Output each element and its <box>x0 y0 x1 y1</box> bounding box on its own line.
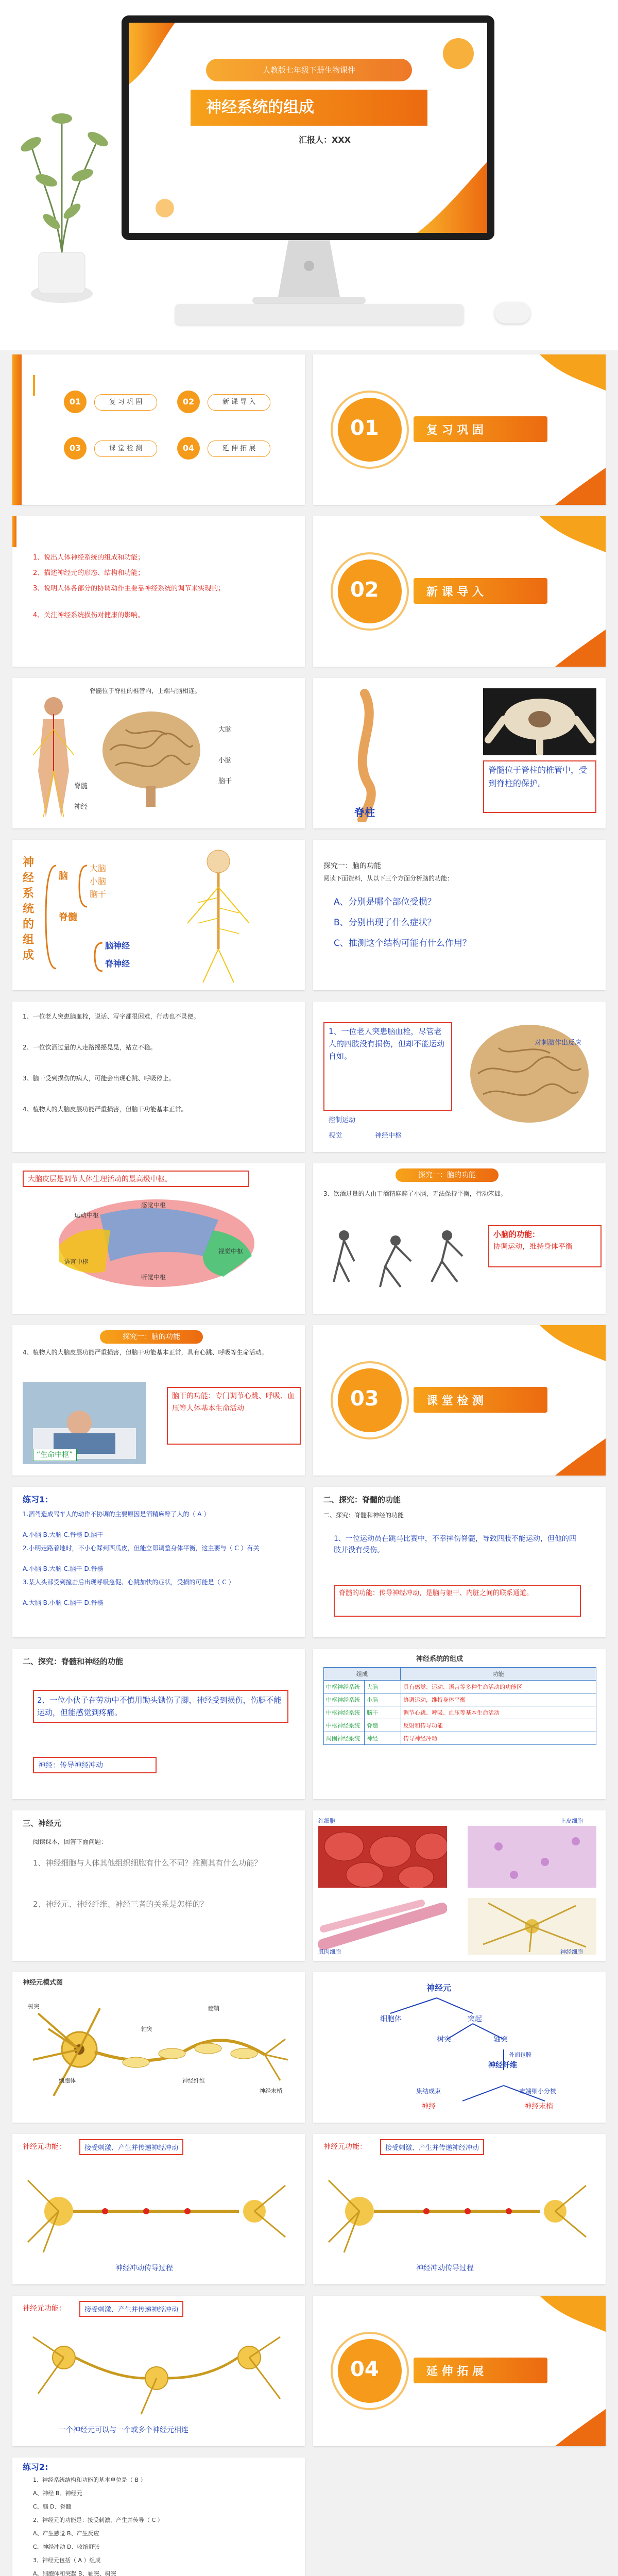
table-cell: 协调运动，维持身体平衡 <box>403 1697 466 1703</box>
struct-bundle: 集结成束 <box>416 2088 441 2095</box>
anatomy-label-nerve: 神经 <box>74 803 88 811</box>
table-cell: 中枢神经系统 <box>324 1706 365 1719</box>
anatomy-label-brainstem: 脑干 <box>218 777 232 785</box>
table-row <box>324 1693 596 1706</box>
exercise1-item-3: 2.小明走路着地时，不小心踩到西瓜皮，但能立即调整身体平衡，这主要与（ C ）有关 <box>23 1545 260 1552</box>
slide-toc <box>12 354 305 505</box>
slide-exercise2 <box>12 2458 305 2576</box>
impulse-diagram <box>323 2165 591 2258</box>
case-tag-2: 对刺激作出反应 <box>535 1039 582 1047</box>
cortex-label-3: 语言中枢 <box>64 1258 89 1265</box>
neuron-intro-text: 阅读课本，回答下面问题： <box>33 1838 108 1845</box>
function3-label: 神经元功能： <box>23 2304 66 2313</box>
toc-label-4: 延 伸 拓 展 <box>208 440 270 457</box>
anatomy-label-cord: 脊髓 <box>74 783 88 790</box>
neuron-intro-q2: 2、神经元、神经纤维、神经三者的关系是怎样的？ <box>33 1900 208 1909</box>
case-2: 2、一位饮酒过量的人走路摇摇晃晃，站立不稳。 <box>23 1044 157 1051</box>
explore2b-heading: 二、探究：脊髓和神经的功能 <box>23 1657 124 1666</box>
anatomy-caption: 脊髓位于脊柱的椎管内，上端与脑相连。 <box>90 687 201 694</box>
objective-1: 1、说出人体神经系统的组成和功能； <box>33 554 145 562</box>
section-01-label: 复 习 巩 固 <box>426 424 484 437</box>
cerebellum-box-text: 协调运动，维持身体平衡 <box>493 1243 573 1251</box>
slide-cases <box>12 1002 305 1152</box>
table-cell: 中枢神经系统 <box>324 1681 365 1693</box>
keyboard <box>175 304 464 325</box>
table-cell: 小脑 <box>365 1693 401 1706</box>
explore1-heading: 探究一：脑的功能 <box>323 862 381 870</box>
section-04-label: 延 伸 拓 展 <box>426 2365 484 2378</box>
neuron-label-body: 细胞体 <box>59 2077 76 2084</box>
toc-label-1: 复 习 巩 固 <box>94 394 157 411</box>
table-header-func: 功能 <box>492 1671 504 1677</box>
brainstem-text: 4、植物人的大脑皮层功能严重损害，但脑干功能基本正常，具有心跳、呼吸等生命活动。 <box>23 1349 268 1356</box>
section-03-label: 课 堂 检 测 <box>426 1395 484 1408</box>
table-cell: 调节心跳、呼吸、血压等基本生命活动 <box>403 1709 500 1716</box>
neuron-network <box>23 2327 290 2419</box>
spine-label: 脊柱 <box>354 806 375 819</box>
section-02-label: 新 课 导 入 <box>426 586 484 599</box>
slide-neuron-diagram <box>12 1972 305 2123</box>
toc-no-4: 04 <box>177 437 200 460</box>
section-03-number: 03 <box>350 1387 379 1411</box>
table-header-part: 组成 <box>324 1668 401 1680</box>
brainstem-tag: “生命中枢” <box>33 1449 77 1461</box>
cell-label-nerve: 神经细胞 <box>560 1948 583 1955</box>
struct-title: 神经元 <box>426 1983 452 1993</box>
neuron-label-sheath: 髓鞘 <box>208 2005 219 2012</box>
function2-text: 接受刺激、产生并传递神经冲动 <box>380 2139 484 2155</box>
system-part-3: 脑干 <box>90 889 107 899</box>
exercise1-title: 练习1: <box>23 1495 48 1504</box>
table-cell: 中枢神经系统 <box>324 1693 365 1706</box>
slide-cortex <box>12 1163 305 1314</box>
table-cell: 具有感觉、运动、语言等多种生命活动的功能区 <box>403 1684 522 1690</box>
exercise2-title: 练习2: <box>23 2462 48 2472</box>
cortex-label-4: 视觉中枢 <box>218 1248 244 1255</box>
monitor <box>122 15 494 240</box>
objective-3: 3、说明人体各部分的协调动作主要靠神经系统的调节来实现的； <box>33 585 225 592</box>
objective-2: 2、描述神经元的形态、结构和功能； <box>33 569 145 577</box>
exercise2-item-8: A、细胞体和突起 B、轴突、树突 <box>33 2570 116 2576</box>
slide-section-03 <box>313 1325 606 1476</box>
toc-no-1: 01 <box>64 391 87 413</box>
neuron-diagram-title: 神经元模式图 <box>23 1979 63 1987</box>
vertebra-illustration <box>483 688 596 755</box>
exercise2-item-7: 3、神经元包括（ A ）组成 <box>33 2557 101 2564</box>
toc-item-3[interactable] <box>64 437 157 460</box>
system-table <box>323 1667 596 1745</box>
case-tag-1: 控制运动 <box>329 1116 356 1124</box>
toc-item-2[interactable] <box>177 391 270 413</box>
table-row <box>324 1719 596 1732</box>
system-brain: 脑 <box>59 871 68 882</box>
section-01-number: 01 <box>350 416 379 440</box>
table-cell: 反射和传导功能 <box>403 1722 443 1729</box>
cover-reporter: 汇报人：XXX <box>299 135 351 145</box>
section-04-number: 04 <box>350 2358 379 2381</box>
system-title: 神经系统的组成 <box>23 856 35 962</box>
toc-item-1[interactable] <box>64 391 157 413</box>
cerebellum-text: 3、饮酒过量的人由于酒精麻醉了小脑，无法保持平衡，行动笨拙。 <box>323 1190 507 1197</box>
slide-section-04 <box>313 2296 606 2446</box>
function2-label: 神经元功能： <box>323 2143 367 2151</box>
cortex-title: 大脑皮层是调节人体生理活动的最高级中枢。 <box>23 1171 249 1187</box>
brainstem-heading: 探究一：脑的功能 <box>100 1330 203 1344</box>
case-box-text: 1、一位老人突患脑血栓，尽管老人的四肢没有损伤，但却不能运动自如。 <box>323 1022 452 1111</box>
explore2b-text: 2、一位小伙子在劳动中不慎用锄头锄伤了脚，神经受到损伤，伤腿不能运动，但能感觉到疼痛。 <box>33 1690 288 1723</box>
toc-no-2: 02 <box>177 391 200 413</box>
cortex-label-5: 听觉中枢 <box>141 1274 166 1281</box>
exercise2-item-2: A、神经 B、神经元 <box>33 2490 82 2497</box>
slide-section-02 <box>313 516 606 667</box>
case-tag-4: 神经中枢 <box>375 1132 402 1140</box>
nervous-system-figure <box>177 846 260 985</box>
system-part-1: 大脑 <box>90 863 107 873</box>
slide-system <box>12 840 305 990</box>
cover-title-bar <box>191 90 427 126</box>
anatomy-label-cerebellum: 小脑 <box>218 757 232 765</box>
explore2-box: 脊髓的功能：传导神经冲动，是脑与躯干、内脏之间的联系通道。 <box>334 1585 581 1617</box>
cerebellum-heading: 探究一：脑的功能 <box>396 1168 499 1182</box>
function1-label: 神经元功能： <box>23 2143 66 2151</box>
slide-explore2b <box>12 1649 305 1799</box>
slide-section-01 <box>313 354 606 505</box>
table-cell: 传导神经冲动 <box>403 1735 437 1742</box>
exercise2-item-6: C、神经冲动 D、收缩舒张 <box>33 2544 100 2550</box>
struct-fiber: 神经纤维 <box>488 2061 517 2070</box>
slide-objectives <box>12 516 305 667</box>
slide-table <box>313 1649 606 1799</box>
slide-explore2 <box>313 1487 606 1637</box>
explore1-q2: B、分别出现了什么症状？ <box>334 918 436 928</box>
slide-explore1 <box>313 840 606 990</box>
slide-exercise1 <box>12 1487 305 1637</box>
exercise2-item-3: C、脑 D、脊髓 <box>33 2503 72 2510</box>
neuron-diagram <box>18 1993 296 2116</box>
neuron-label-fiber: 神经纤维 <box>182 2077 205 2084</box>
struct-nerve: 神经 <box>421 2103 436 2111</box>
explore2b-box: 神经：传导神经冲动 <box>33 1757 157 1773</box>
spine-illustration <box>334 688 396 822</box>
brain-illustration <box>462 1017 596 1141</box>
toc-label-3: 课 堂 检 测 <box>94 440 157 457</box>
table-cell: 大脑 <box>365 1681 401 1693</box>
case-4: 4、植物人的大脑皮层功能严重损害，但脑干功能基本正常。 <box>23 1106 187 1113</box>
exercise1-item-4: A.小脑 B.大脑 C.脑干 D.脊髓 <box>23 1565 104 1572</box>
slide-case-box <box>313 1002 606 1152</box>
cell-label-epi: 上皮细胞 <box>560 1818 583 1824</box>
slide-function2 <box>313 2134 606 2284</box>
objective-4: 4、关注神经系统损伤对健康的影响。 <box>33 612 145 619</box>
exercise1-item-1: 1.酒驾造成驾车人的动作不协调的主要原因是酒精麻醉了人的（ A ） <box>23 1511 210 1518</box>
case-1: 1、一位老人突患脑血栓，说话、写字都很困难，行动也不灵便。 <box>23 1013 200 1020</box>
cover-subtitle-bar <box>206 59 412 81</box>
system-nerve-1: 脑神经 <box>105 941 130 951</box>
struct-sub-axon: 轴突 <box>493 2036 508 2044</box>
slide-cerebellum <box>313 1163 606 1314</box>
table-cell: 神经 <box>365 1732 401 1744</box>
exercise2-item-5: A、产生感觉 B、产生反应 <box>33 2530 99 2537</box>
exercise2-item-4: 2、神经元的功能是：接受刺激，产生并传导（ C ） <box>33 2517 163 2523</box>
exercise1-item-5: 3.某人头部受到撞击后出现呼吸急促、心跳加快的症状，受损的可能是（ C ） <box>23 1579 235 1586</box>
neuron-label-axon: 轴突 <box>141 2026 152 2032</box>
slide-brainstem <box>12 1325 305 1476</box>
slide-function1 <box>12 2134 305 2284</box>
brain-illustration <box>95 704 208 807</box>
function3-caption: 一个神经元可以与一个或多个神经元相连 <box>59 2426 188 2434</box>
struct-wrap: 外面包膜 <box>509 2052 531 2058</box>
toc-no-3: 03 <box>64 437 87 460</box>
table-row <box>324 1706 596 1719</box>
red-blood-cells <box>318 1826 447 1888</box>
slide-neuron-intro <box>12 1810 305 1961</box>
explore2-heading: 二、探究：脊髓的功能 <box>323 1495 401 1504</box>
cell-label-muscle: 肌肉细胞 <box>318 1948 341 1955</box>
case-tag-3: 视觉 <box>329 1132 342 1140</box>
slide-neuron-structure <box>313 1972 606 2123</box>
slide-spine <box>313 678 606 828</box>
brainstem-box: 脑干的功能：专门调节心跳、呼吸、血压等人体基本生命活动 <box>167 1387 301 1445</box>
function3-text: 接受刺激、产生并传递神经冲动 <box>79 2301 183 2317</box>
explore2-text: 1、一位运动员在跳马比赛中，不幸摔伤脊髓，导致四肢不能运动，但他的四肢并没有受伤。 <box>334 1535 576 1554</box>
function1-text: 接受刺激、产生并传递神经冲动 <box>79 2139 183 2155</box>
system-cord: 脊髓 <box>59 912 77 923</box>
explore1-q1: A、分别是哪个部位受损？ <box>334 897 436 907</box>
exercise1-item-6: A.大脑 B.小脑 C.脑干 D.脊髓 <box>23 1599 104 1606</box>
cerebellum-box-title: 小脑的功能： <box>493 1230 540 1239</box>
explore1-q3: C、推测这个结构可能有什么作用？ <box>334 938 471 948</box>
plant-decoration <box>10 98 113 314</box>
epithelial-cells <box>468 1826 596 1888</box>
monitor-screen <box>129 23 487 233</box>
explore1-intro: 阅读下面资料，从以下三个方面分析脑的功能： <box>323 875 454 882</box>
neuron-label-terminal: 神经末梢 <box>260 2088 282 2094</box>
table-cell: 脊髓 <box>365 1719 401 1732</box>
slide-function3 <box>12 2296 305 2446</box>
system-nerve-2: 脊神经 <box>105 959 130 969</box>
struct-lines <box>329 1993 586 2116</box>
cortex-label-2: 感觉中枢 <box>141 1201 166 1209</box>
hero-cover <box>0 0 618 350</box>
neuron-label-dendrite: 树突 <box>28 2003 39 2010</box>
table-cell: 脑干 <box>365 1706 401 1719</box>
struct-part-body: 细胞体 <box>380 2015 402 2023</box>
struct-end: 末端细小分枝 <box>519 2088 557 2095</box>
impulse-diagram <box>23 2165 290 2258</box>
anatomy-label-cerebrum: 大脑 <box>218 726 232 734</box>
function2-caption: 神经冲动传导过程 <box>416 2264 474 2273</box>
spine-desc: 脊髓位于脊柱的椎管中，受到脊柱的保护。 <box>483 760 596 813</box>
function1-caption: 神经冲动传导过程 <box>115 2264 173 2273</box>
cortex-label-1: 运动中枢 <box>74 1212 99 1219</box>
neuron-intro-q1: 1、神经细胞与人体其他组织细胞有什么不同？推测其有什么功能？ <box>33 1858 262 1868</box>
case-3: 3、脑干受到损伤的病人，可能会出现心跳、呼吸停止。 <box>23 1075 175 1082</box>
table-row <box>324 1680 596 1693</box>
toc-item-4[interactable] <box>177 437 270 460</box>
struct-sub-dendrite: 树突 <box>437 2036 451 2044</box>
struct-terminal: 神经末梢 <box>524 2103 553 2111</box>
table-title: 神经系统的组成 <box>416 1655 464 1663</box>
neuron-intro-heading: 三、神经元 <box>23 1819 62 1828</box>
slide-anatomy <box>12 678 305 828</box>
exercise2-item-1: 1、神经系统结构和功能的基本单位是（ B ） <box>33 2477 146 2483</box>
slide-cells <box>313 1810 606 1961</box>
cover-title: 神经系统的组成 <box>206 98 314 116</box>
struct-part-process: 突起 <box>468 2015 482 2023</box>
table-row <box>324 1732 596 1744</box>
cover-decor <box>129 23 487 233</box>
system-part-2: 小脑 <box>90 876 107 886</box>
table-cell: 周围神经系统 <box>324 1732 365 1744</box>
cerebellum-box <box>488 1225 602 1267</box>
cover-subtitle: 人教版七年级下册生物课件 <box>262 65 355 75</box>
exercise1-item-2: A.小脑 B.大脑 C.脊髓 D.脑干 <box>23 1531 104 1538</box>
cell-label-rbc: 红细胞 <box>318 1818 335 1824</box>
table-cell: 中枢神经系统 <box>324 1719 365 1732</box>
mouse <box>494 302 530 324</box>
drunk-figures <box>323 1215 478 1308</box>
explore2-intro: 二、探究：脊髓和神经的功能 <box>323 1512 404 1519</box>
section-02-number: 02 <box>350 578 379 602</box>
toc-label-2: 新 课 导 入 <box>208 394 270 411</box>
